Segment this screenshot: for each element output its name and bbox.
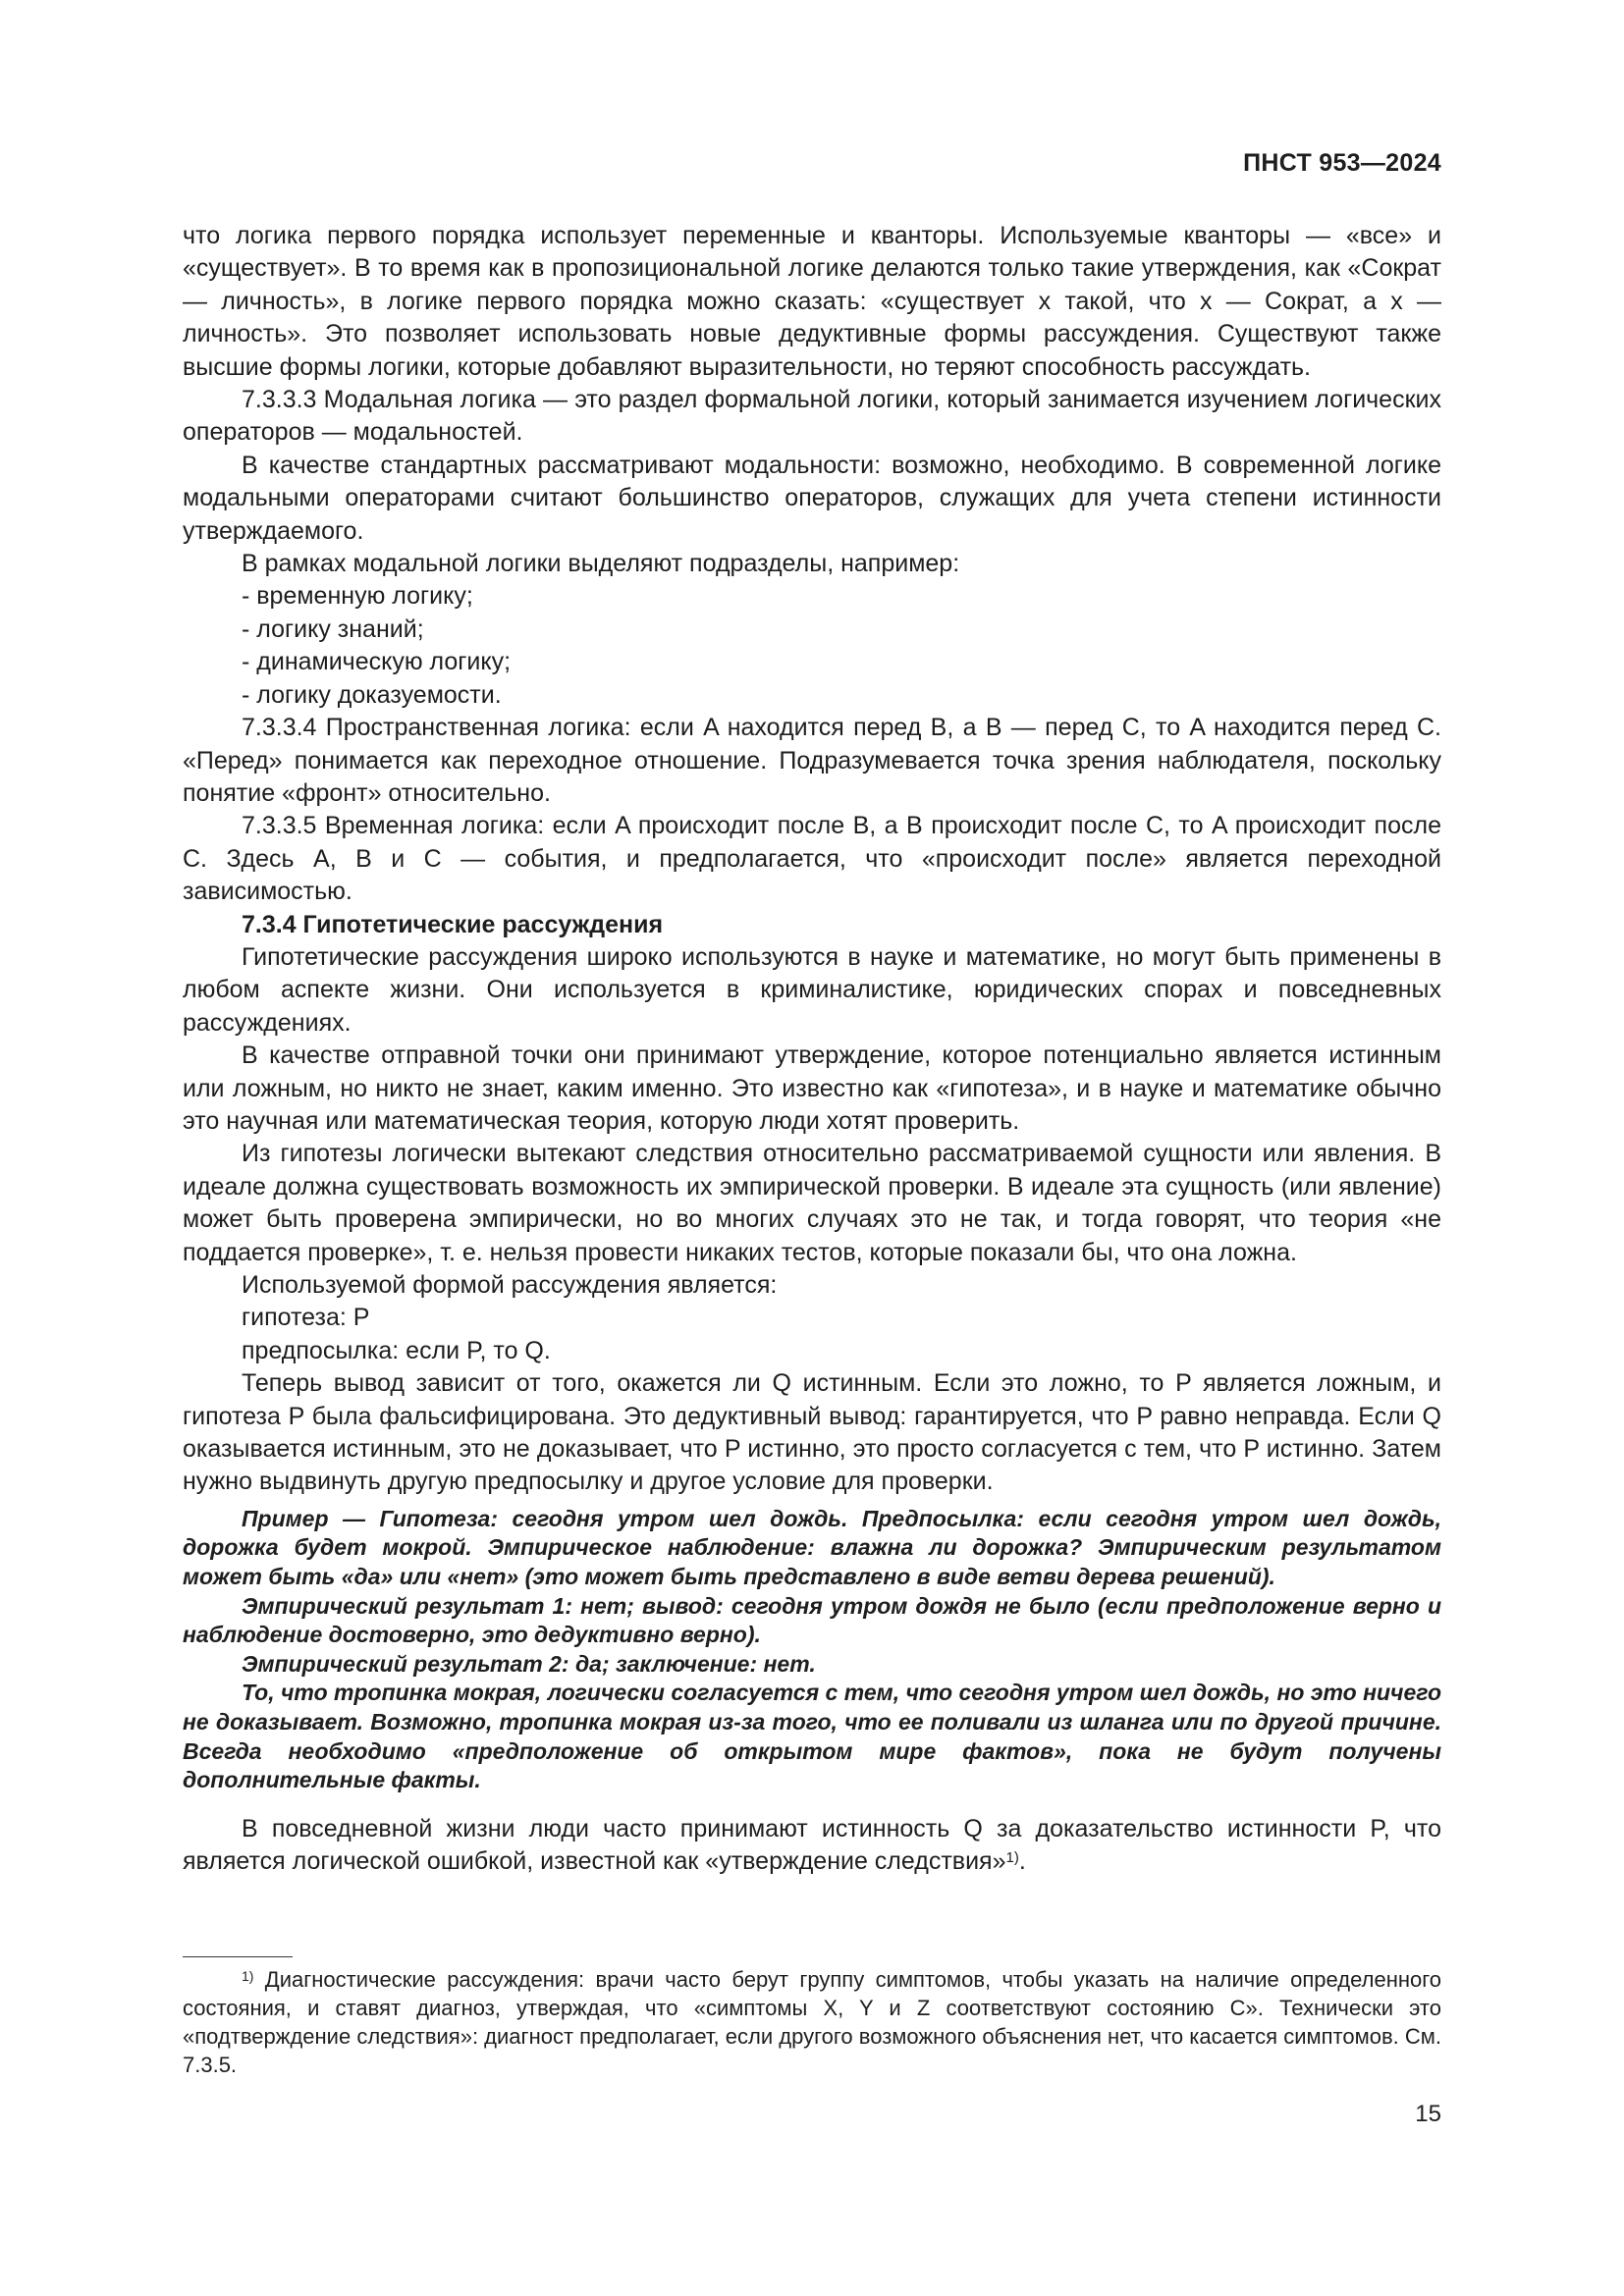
paragraph: предпосылка: если P, то Q. xyxy=(242,1336,551,1364)
paragraph-text: В повседневной жизни люди часто принимают истинность Q за доказательство истинности P, что является логической ошибкой, известной как «утверждение следствия» xyxy=(183,1814,1441,1876)
paragraph-with-footnote xyxy=(183,1813,1441,1879)
example-paragraph: То, что тропинка мокрая, логически согласуется с тем, что сегодня утром шел дождь, но это ничего не доказывает. Возможно, тропинка мокрая из-за того, что ее поливали из шланга или по другой причине. Всегда необходимо «предположение об открытом мире фактов», пока не будут получены дополнительные факты. xyxy=(183,1680,1441,1793)
paragraph-7-3-3-4: 7.3.3.4 Пространственная логика: если A находится перед B, а B — перед C, то A находится перед C. «Перед» понимается как переходное отношение. Подразумевается точка зрения наблюдателя, поскольку понятие «фронт» относительно. xyxy=(183,714,1441,807)
paragraph: Теперь вывод зависит от того, окажется ли Q истинным. Если это ложно, то P является ложным, и гипотеза P была фальсифицирована. Это дедуктивный вывод: гарантируется, что P равно неправда. Если Q оказывается истинным, это не доказывает, что P истинно, это просто согласуется с тем, что P истинно. Затем нужно выдвинуть другую предпосылку и другое условие для проверки. xyxy=(183,1369,1441,1496)
section-heading-7-3-4: 7.3.4 Гипотетические рассуждения xyxy=(242,910,664,938)
paragraph: что логика первого порядка использует переменные и кванторы. Используемые кванторы — «все» и «существует». В то время как в пропозициональной логике делаются только такие утверждения, как «Сократ — личность», в логике первого порядка можно сказать: «существует x такой, что x — Сократ, а x — личность». Это позволяет использовать новые дедуктивные формы рассуждения. Существуют также высшие формы логики, которые добавляют выразительности, но теряют способность рассуждать. xyxy=(183,222,1441,381)
paragraph: В качестве стандартных рассматривают модальности: возможно, необходимо. В современной логике модальными операторами считают большинство операторов, служащих для учета степени истинности утверждаемого. xyxy=(183,451,1441,545)
list-item: - логику доказуемости. xyxy=(242,680,502,709)
paragraph-end: . xyxy=(1018,1847,1026,1876)
example-block xyxy=(183,1505,1441,1795)
paragraph: Из гипотезы логически вытекают следствия относительно рассматриваемой сущности или явления. В идеале должна существовать возможность их эмпирической проверки. В идеале эта сущность (или явление) может быть проверена эмпирически, но во многих случаях это не так, и тогда говорят, что теория «не поддается проверке», т. е. нельзя провести никаких тестов, которые показали бы, что она ложна. xyxy=(183,1140,1441,1266)
paragraph: В качестве отправной точки они принимают утверждение, которое потенциально является истинным или ложным, но никто не знает, каким именно. Это известно как «гипотеза», и в науке и математике обычно это научная или математическая теория, которую люди хотят проверить. xyxy=(183,1041,1441,1135)
example-paragraph: Эмпирический результат 1: нет; вывод: сегодня утром дождя не было (если предположение верно и наблюдение достоверно, это дедуктивно верно). xyxy=(183,1592,1441,1648)
list-item: - динамическую логику; xyxy=(242,648,512,676)
standard-code: ПНСТ 953—2024 xyxy=(1243,149,1441,177)
paragraph: гипотеза: P xyxy=(242,1304,370,1332)
example-paragraph: Эмпирический результат 2: да; заключение: нет. xyxy=(242,1650,816,1677)
page-number: 15 xyxy=(1415,2101,1441,2127)
list-item: - логику знаний; xyxy=(242,614,424,643)
footnote-ref[interactable]: 1) xyxy=(1005,1849,1019,1867)
footnote xyxy=(183,1965,1441,2079)
footnote-body: Диагностические рассуждения: врачи часто берут группу симптомов, чтобы указать на наличие определенного состояния, и ставят диагноз, утверждая, что «симптомы X, Y и Z соответствуют состоянию C». Технически это «подтверждение следствия»: диагност предполагает, если другого возможного объяснения нет, что касается симптомов. См. 7.3.5. xyxy=(183,1967,1441,2077)
paragraph: Используемой формой рассуждения является: xyxy=(242,1271,778,1299)
footnote-mark: 1) xyxy=(242,1968,254,1984)
footnote-text xyxy=(183,1965,1441,2079)
paragraph: Гипотетические рассуждения широко используются в науке и математике, но могут быть применены в любом аспекте жизни. Они используется в криминалистике, юридических спорах и повседневных рассуждениях. xyxy=(183,942,1441,1037)
paragraph: В рамках модальной логики выделяют подразделы, например: xyxy=(242,550,960,578)
body-text xyxy=(183,220,1441,1879)
example-paragraph: Пример — Гипотеза: сегодня утром шел дождь. Предпосылка: если сегодня утром шел дождь, дорожка будет мокрой. Эмпирическое наблюдение: влажна ли дорожка? Эмпирическим результатом может быть «да» или «нет» (это может быть представлено в виде ветви дерева решений). xyxy=(183,1505,1441,1590)
paragraph-7-3-3-3: 7.3.3.3 Модальная логика — это раздел формальной логики, который занимается изучением логических операторов — модальностей. xyxy=(183,386,1441,447)
footnote-divider xyxy=(183,1956,293,1957)
list-item: - временную логику; xyxy=(242,582,473,611)
paragraph-7-3-3-5: 7.3.3.5 Временная логика: если A происходит после B, а B происходит после C, то A происходит после C. Здесь A, B и C — события, и предполагается, что «происходит после» является переходной зависимостью. xyxy=(183,812,1441,906)
